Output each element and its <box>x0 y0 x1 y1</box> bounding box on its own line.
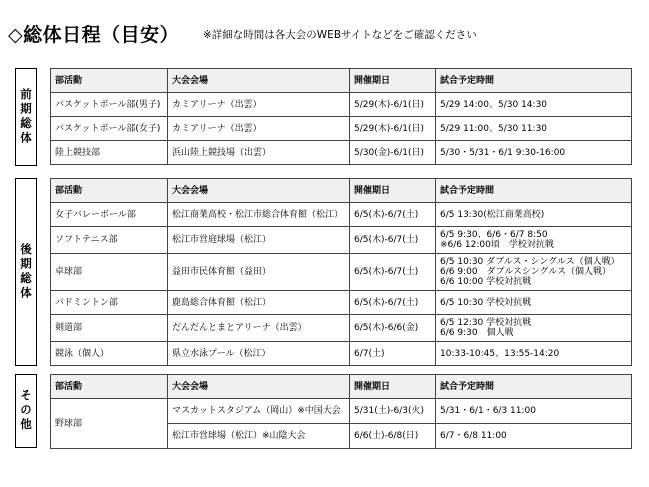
page-title: ◇総体日程（目安） <box>8 24 180 46</box>
header-dates: 開催期日 <box>350 375 436 399</box>
table-row <box>51 141 632 165</box>
venue-cell: だんだんとまとアリーナ（出雲） <box>168 315 350 342</box>
times-cell: 6/7・6/8 11:00 <box>436 424 632 449</box>
table-row <box>51 227 632 254</box>
times-cell: 6/5 10:30 学校対抗戦 <box>436 291 632 315</box>
club-cell: バドミントン部 <box>51 291 168 315</box>
club-cell: バスケットボール部(女子) <box>51 117 168 141</box>
table-row <box>51 203 632 227</box>
times-cell: 5/30・5/31・6/1 9:30-16:00 <box>436 141 632 165</box>
venue-cell: 益田市民体育館（益田） <box>168 254 350 291</box>
section-label-other: その他 <box>15 374 37 448</box>
header-club: 部活動 <box>51 69 168 93</box>
venue-cell: 松江商業高校・松江市総合体育館（松江） <box>168 203 350 227</box>
venue-cell: 松江市営球場（松江）※山陰大会 <box>168 424 350 449</box>
venue-cell: カミアリーナ（出雲） <box>168 93 350 117</box>
schedule-table-late <box>50 178 632 366</box>
table-header-row <box>51 179 632 203</box>
times-cell: 10:33-10:45、13:55-14:20 <box>436 342 632 366</box>
venue-cell: カミアリーナ（出雲） <box>168 117 350 141</box>
club-cell: 女子バレーボール部 <box>51 203 168 227</box>
table-row <box>51 342 632 366</box>
header-venue: 大会会場 <box>168 375 350 399</box>
page-note: ※詳細な時間は各大会のWEBサイトなどをご確認ください <box>203 29 477 41</box>
header-times: 試合予定時間 <box>436 375 632 399</box>
section-label-early: 前期総体 <box>15 68 37 166</box>
header-club: 部活動 <box>51 375 168 399</box>
header-dates: 開催期日 <box>350 179 436 203</box>
dates-cell: 5/30(金)-6/1(日) <box>350 141 436 165</box>
schedule-table-other <box>50 374 632 449</box>
header-dates: 開催期日 <box>350 69 436 93</box>
header-times: 試合予定時間 <box>436 179 632 203</box>
venue-cell: 浜山陸上競技場（出雲） <box>168 141 350 165</box>
venue-cell: マスカットスタジアム（岡山）※中国大会 <box>168 399 350 424</box>
venue-cell: 松江市営庭球場（松江） <box>168 227 350 254</box>
venue-cell: 鹿島総合体育館（松江） <box>168 291 350 315</box>
dates-cell: 6/7(土) <box>350 342 436 366</box>
times-cell: 6/5 10:30 ダブルス・シングルス（個人戦） 6/6 9:00 ダブルスシングルス（個人戦） 6/6 10:00 学校対抗戦 <box>436 254 632 291</box>
header-times: 試合予定時間 <box>436 69 632 93</box>
club-cell: ソフトテニス部 <box>51 227 168 254</box>
dates-cell: 6/5(木)-6/7(土) <box>350 203 436 227</box>
table-row <box>51 117 632 141</box>
club-cell: 野球部 <box>51 399 168 449</box>
table-row <box>51 291 632 315</box>
dates-cell: 5/29(木)-6/1(日) <box>350 117 436 141</box>
dates-cell: 6/6(土)-6/8(日) <box>350 424 436 449</box>
club-cell: 卓球部 <box>51 254 168 291</box>
section-label-late: 後期総体 <box>15 178 37 366</box>
club-cell: 陸上競技部 <box>51 141 168 165</box>
table-header-row <box>51 375 632 399</box>
times-cell: 5/29 14:00、5/30 14:30 <box>436 93 632 117</box>
header-venue: 大会会場 <box>168 69 350 93</box>
dates-cell: 6/5(木)-6/7(土) <box>350 227 436 254</box>
times-cell: 6/5 9:30、6/6・6/7 8:50 ※6/6 12:00頃 学校対抗戦 <box>436 227 632 254</box>
table-row <box>51 254 632 291</box>
dates-cell: 6/5(木)-6/6(金) <box>350 315 436 342</box>
times-cell: 6/5 12:30 学校対抗戦 6/6 9:30 個人戦 <box>436 315 632 342</box>
club-cell: 剣道部 <box>51 315 168 342</box>
dates-cell: 5/31(土)-6/3(火) <box>350 399 436 424</box>
header-club: 部活動 <box>51 179 168 203</box>
venue-cell: 県立水泳プール（松江） <box>168 342 350 366</box>
table-row <box>51 399 632 424</box>
club-cell: 競泳（個人） <box>51 342 168 366</box>
dates-cell: 5/29(木)-6/1(日) <box>350 93 436 117</box>
club-cell: バスケットボール部(男子) <box>51 93 168 117</box>
header-venue: 大会会場 <box>168 179 350 203</box>
times-cell: 5/31・6/1・6/3 11:00 <box>436 399 632 424</box>
table-row <box>51 93 632 117</box>
times-cell: 6/5 13:30(松江商業高校) <box>436 203 632 227</box>
times-cell: 5/29 11:00、5/30 11:30 <box>436 117 632 141</box>
dates-cell: 6/5(木)-6/7(土) <box>350 254 436 291</box>
schedule-table-early <box>50 68 632 165</box>
dates-cell: 6/5(木)-6/7(土) <box>350 291 436 315</box>
table-row <box>51 315 632 342</box>
table-header-row <box>51 69 632 93</box>
